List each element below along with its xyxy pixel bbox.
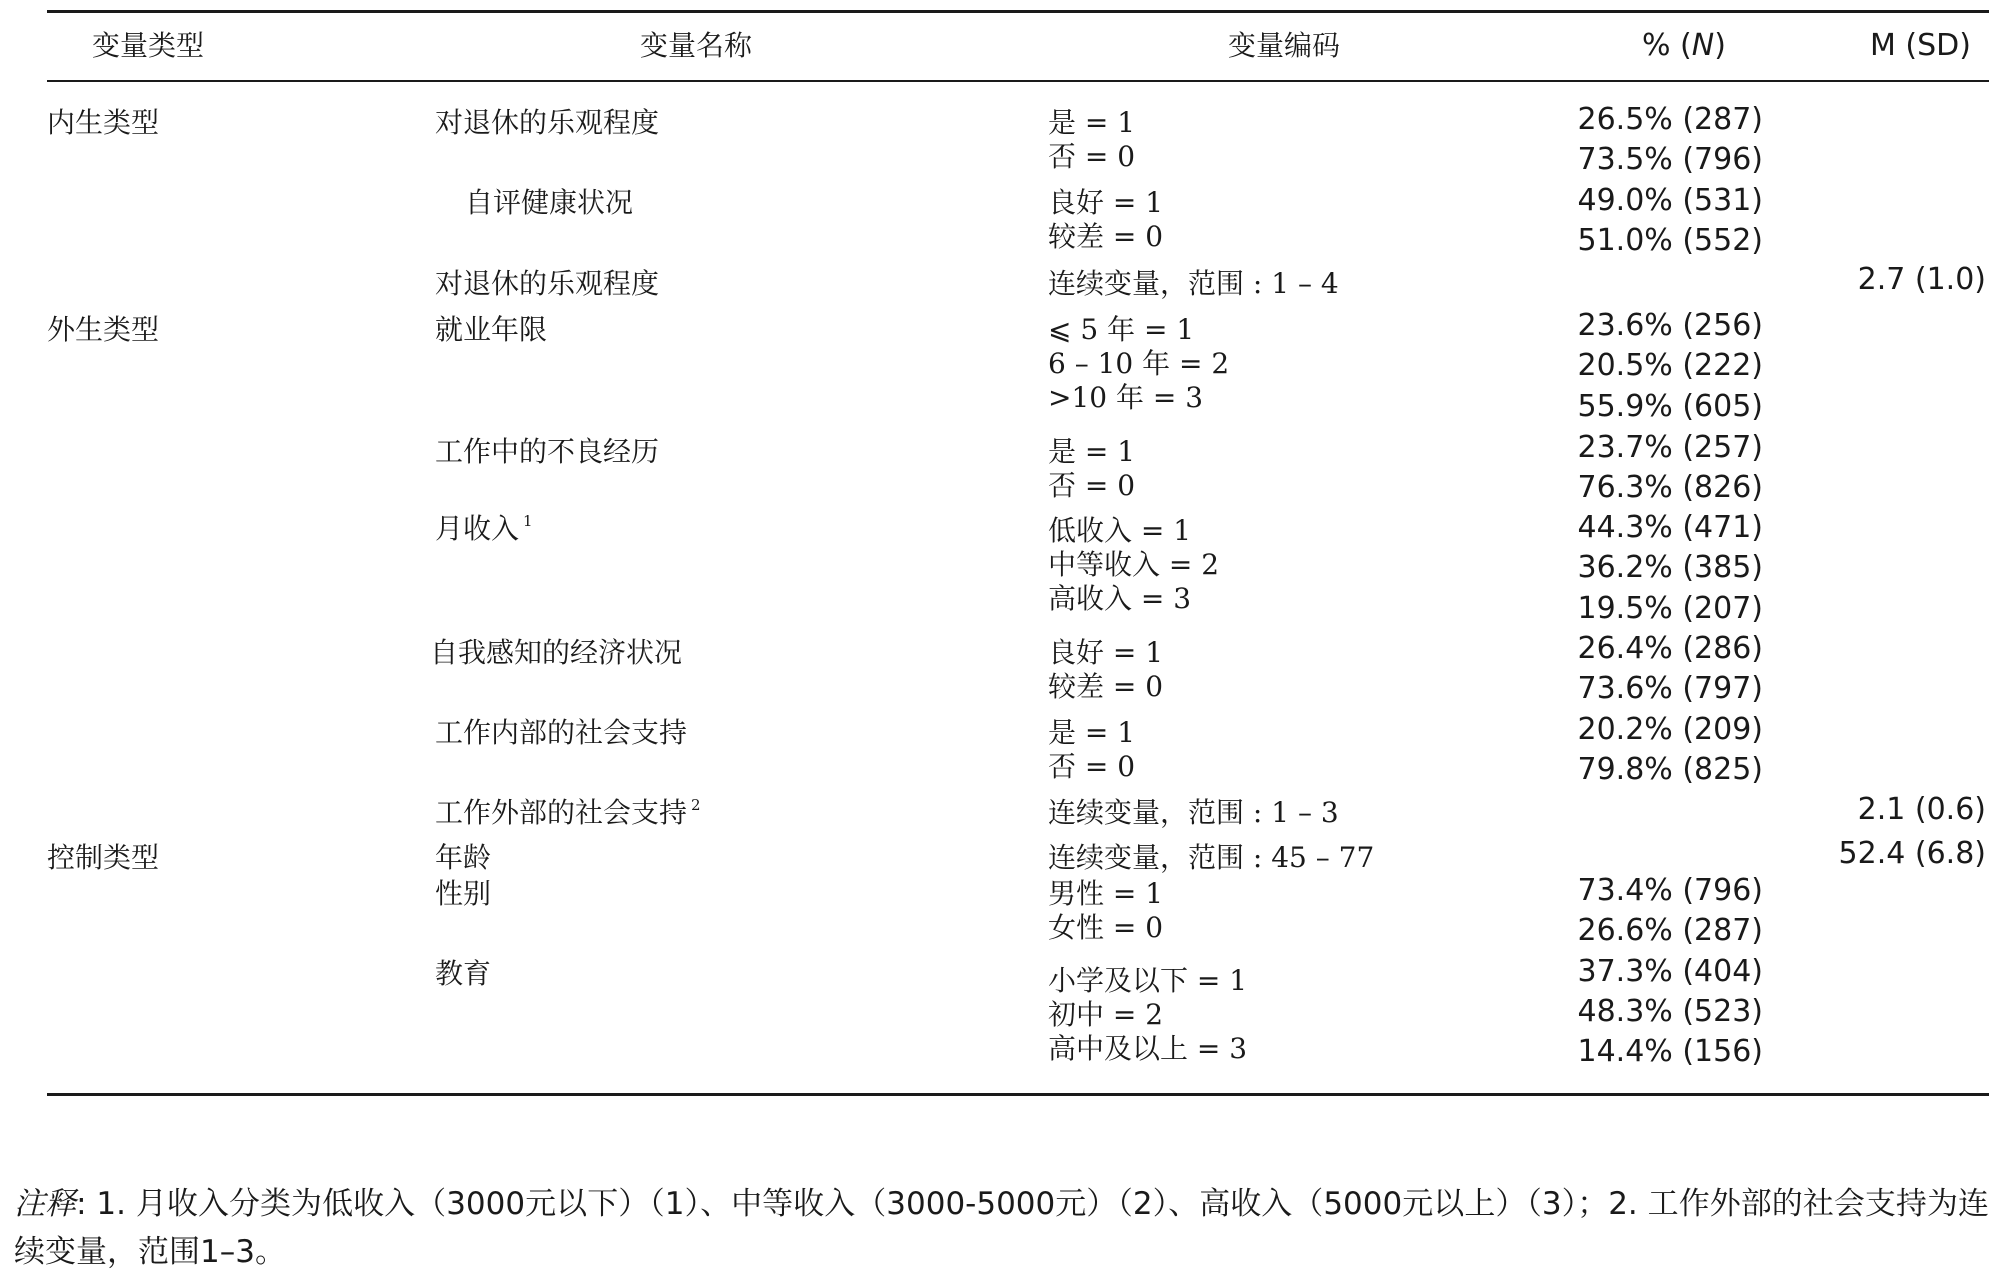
header-percent-n: % (N) <box>1642 28 1726 63</box>
variable-coding: 是 = 1 <box>1048 716 1136 749</box>
header-variable-type: 变量类型 <box>92 29 205 62</box>
footnote-marker: 1 <box>523 512 533 530</box>
header-variable-coding: 变量编码 <box>1228 29 1341 62</box>
percent-value: 79.8% (825) <box>1577 752 1763 787</box>
variable-coding: 小学及以下 = 1 <box>1048 964 1248 997</box>
variable-name-text: 年龄 <box>435 841 492 874</box>
variable-type-label: 外生类型 <box>47 313 160 346</box>
percent-value: 76.3% (826) <box>1577 470 1763 505</box>
variable-name-text: 教育 <box>435 957 492 990</box>
variable-name-text: 月收入 <box>435 512 520 545</box>
footnote-marker: 2 <box>691 796 701 814</box>
table-header-rule <box>47 80 1989 82</box>
variable-coding: 女性 = 0 <box>1048 911 1164 944</box>
percent-value: 20.2% (209) <box>1577 712 1763 747</box>
variable-name-text: 性别 <box>435 877 492 910</box>
variable-coding: 否 = 0 <box>1048 140 1136 173</box>
variable-name-text: 对退休的乐观程度 <box>435 106 660 139</box>
note-text: : 1. 月收入分类为低收入（3000元以下）（1）、中等收入（3000-5000元）（2）、高收入（5000元以上）（3）；2. 工作外部的社会支持为连续变量，范围1–3。 <box>14 1186 1989 1270</box>
percent-value: 23.6% (256) <box>1577 308 1763 343</box>
percent-value: 49.0% (531) <box>1577 183 1763 218</box>
variable-coding: 初中 = 2 <box>1048 998 1164 1031</box>
variable-type-label: 控制类型 <box>47 841 160 874</box>
variable-coding: 连续变量，范围 : 1 – 4 <box>1048 267 1339 300</box>
percent-value: 48.3% (523) <box>1577 994 1763 1029</box>
header-variable-name: 变量名称 <box>640 29 753 62</box>
variable-name <box>435 435 659 469</box>
variable-coding: 高收入 = 3 <box>1048 582 1192 615</box>
variable-coding: 是 = 1 <box>1048 106 1136 139</box>
table-top-rule <box>47 10 1989 13</box>
percent-value: 20.5% (222) <box>1577 348 1763 383</box>
variable-name-text: 工作内部的社会支持 <box>435 716 688 749</box>
variable-name <box>435 106 659 140</box>
variable-name <box>435 504 533 546</box>
percent-value: 73.6% (797) <box>1577 671 1763 706</box>
variable-coding: 否 = 0 <box>1048 469 1136 502</box>
variable-coding: 中等收入 = 2 <box>1048 548 1220 581</box>
variable-coding: 低收入 = 1 <box>1048 514 1192 547</box>
variable-coding: 否 = 0 <box>1048 750 1136 783</box>
variable-coding: 较差 = 0 <box>1048 670 1164 703</box>
variable-name <box>435 313 547 347</box>
variable-name <box>430 636 682 670</box>
table-bottom-rule <box>47 1093 1989 1096</box>
mean-sd-value: 2.7 (1.0) <box>1857 262 1986 297</box>
table-note <box>14 1180 1989 1276</box>
percent-value: 26.4% (286) <box>1577 631 1763 666</box>
variable-name <box>435 788 701 830</box>
mean-sd-value: 52.4 (6.8) <box>1838 836 1986 871</box>
variable-coding: >10 年 = 3 <box>1048 381 1204 414</box>
percent-value: 73.5% (796) <box>1577 142 1763 177</box>
percent-value: 44.3% (471) <box>1577 510 1763 545</box>
variable-coding: 较差 = 0 <box>1048 220 1164 253</box>
header-mean-sd: M (SD) <box>1870 28 1971 63</box>
variable-coding: 连续变量，范围 : 45 – 77 <box>1048 841 1375 874</box>
variable-type-label: 内生类型 <box>47 106 160 139</box>
variable-name-text: 自我感知的经济状况 <box>430 636 683 669</box>
variable-name <box>435 957 491 991</box>
variable-name <box>435 267 659 301</box>
percent-value: 26.6% (287) <box>1577 913 1763 948</box>
note-label: 注释 <box>14 1186 77 1222</box>
variable-coding: 良好 = 1 <box>1048 636 1164 669</box>
percent-value: 73.4% (796) <box>1577 873 1763 908</box>
variable-name-text: 工作中的不良经历 <box>435 435 660 468</box>
variable-name-text: 就业年限 <box>435 313 548 346</box>
percent-value: 55.9% (605) <box>1577 389 1763 424</box>
percent-value: 37.3% (404) <box>1577 954 1763 989</box>
variable-name <box>435 841 491 875</box>
percent-value: 36.2% (385) <box>1577 550 1763 585</box>
variable-coding: 是 = 1 <box>1048 435 1136 468</box>
variable-name <box>435 716 687 750</box>
percent-value: 51.0% (552) <box>1577 223 1763 258</box>
percent-value: 14.4% (156) <box>1577 1034 1763 1069</box>
variable-coding: 男性 = 1 <box>1048 877 1164 910</box>
percent-value: 23.7% (257) <box>1577 430 1763 465</box>
variable-name <box>465 186 633 220</box>
variable-name <box>435 877 491 911</box>
percent-value: 26.5% (287) <box>1577 102 1763 137</box>
variable-name-text: 对退休的乐观程度 <box>435 267 660 300</box>
percent-value: 19.5% (207) <box>1577 591 1763 626</box>
variable-name-text: 工作外部的社会支持 <box>435 796 688 829</box>
variable-coding: 高中及以上 = 3 <box>1048 1032 1248 1065</box>
variable-coding: 连续变量，范围 : 1 – 3 <box>1048 796 1339 829</box>
variable-coding: 良好 = 1 <box>1048 186 1164 219</box>
variable-name-text: 自评健康状况 <box>465 186 634 219</box>
variable-coding: 6 – 10 年 = 2 <box>1048 347 1230 380</box>
variable-coding: ⩽ 5 年 = 1 <box>1048 313 1195 346</box>
mean-sd-value: 2.1 (0.6) <box>1857 792 1986 827</box>
